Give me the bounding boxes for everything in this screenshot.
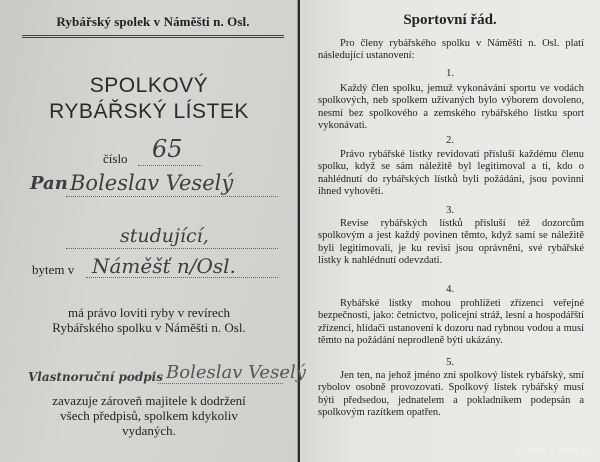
signature-dotline bbox=[158, 383, 283, 384]
section-text: Revise rybářských lístků přísluší též dozorcům spolkovým a jest každý povinen těmto, když samí se náležitě byli legitimovali, je ku revisi jsou oprávněni, své rybářské lístky k nahlédnutí odevzdati. bbox=[318, 218, 584, 267]
name-label: Pan bbox=[30, 173, 68, 194]
section-number: 5. bbox=[446, 357, 454, 368]
number-label: číslo bbox=[103, 151, 128, 166]
residence-label: bytem v bbox=[32, 262, 75, 277]
card-title-line2: RYBÁŘSKÝ LÍSTEK bbox=[49, 100, 249, 123]
obligation-line2: všech předpisů, spolkem kdykoliv bbox=[60, 408, 238, 423]
occupation-handwritten: studující, bbox=[120, 225, 209, 247]
obligation-line1: zavazuje zároveň majitele k dodržení bbox=[52, 393, 246, 408]
section-number: 4. bbox=[446, 284, 454, 295]
section-number: 2. bbox=[446, 135, 454, 146]
name-handwritten: Boleslav Veselý bbox=[70, 171, 234, 195]
section-number: 1. bbox=[446, 68, 454, 79]
name-dotline bbox=[66, 196, 278, 197]
right-text-line1: má právo loviti ryby v revírech bbox=[67, 305, 231, 320]
section-text: Rybářské lístky mohou prohlížeti zřízenci veřejné bezpečnosti, jako: četnictvo, policejní stráž, lesní a hospodářští zřízenci, hlídači ustanovení k dozoru nad rybnou vodou a musí těmto na požádání neprodleně býti ukázány. bbox=[318, 298, 584, 347]
card-title-line1: SPOLKOVÝ bbox=[89, 74, 209, 97]
section-text: Jen ten, na jehož jméno zní spolkový lístek rybářský, smí rybolov osobně provozovati. Spolkový lístek rybářský musí býti předsedou, jednatelem a pokladníkem podepsán a spolkovým razítkem opatřen. bbox=[318, 370, 584, 419]
right-text-line2: Rybářského spolku v Náměšti n. Osl. bbox=[52, 320, 246, 335]
association-header: Rybářský spolek v Náměšti n. Osl. bbox=[22, 14, 284, 38]
section-text: Každý člen spolku, jemuž vykonávání sportu ve vodách spolkových, neb spolkem užívaných bylo výborem dovoleno, nesmí bez spolkového a zemského rybářského lístku sport vykonávati. bbox=[318, 83, 584, 132]
photo-watermark: © kakr z MRK.cz bbox=[517, 445, 592, 456]
obligation-line3: vydaných. bbox=[122, 423, 176, 438]
section-text: Právo rybářské lístky revidovati přísluší každému členu spolku, když se sám náležitě byl legitimoval a ti, kdo o nahlédnutí do rybářských lístků byli požádáni, jsou povinni ihned vyhověti. bbox=[318, 149, 584, 198]
number-dotline bbox=[138, 165, 202, 166]
rules-title: Sportovní řád. bbox=[403, 12, 497, 28]
occupation-dotline bbox=[66, 248, 278, 249]
number-handwritten: 65 bbox=[152, 135, 183, 163]
signature-handwritten: Boleslav Veselý bbox=[166, 362, 306, 383]
signature-label: Vlastnoruční podpis bbox=[28, 370, 163, 384]
section-number: 3. bbox=[446, 205, 454, 216]
rules-intro: Pro členy rybářského spolku v Náměšti n. Osl. platí následující ustanovení: bbox=[318, 38, 584, 62]
residence-handwritten: Náměšť n/Osl. bbox=[92, 254, 236, 278]
